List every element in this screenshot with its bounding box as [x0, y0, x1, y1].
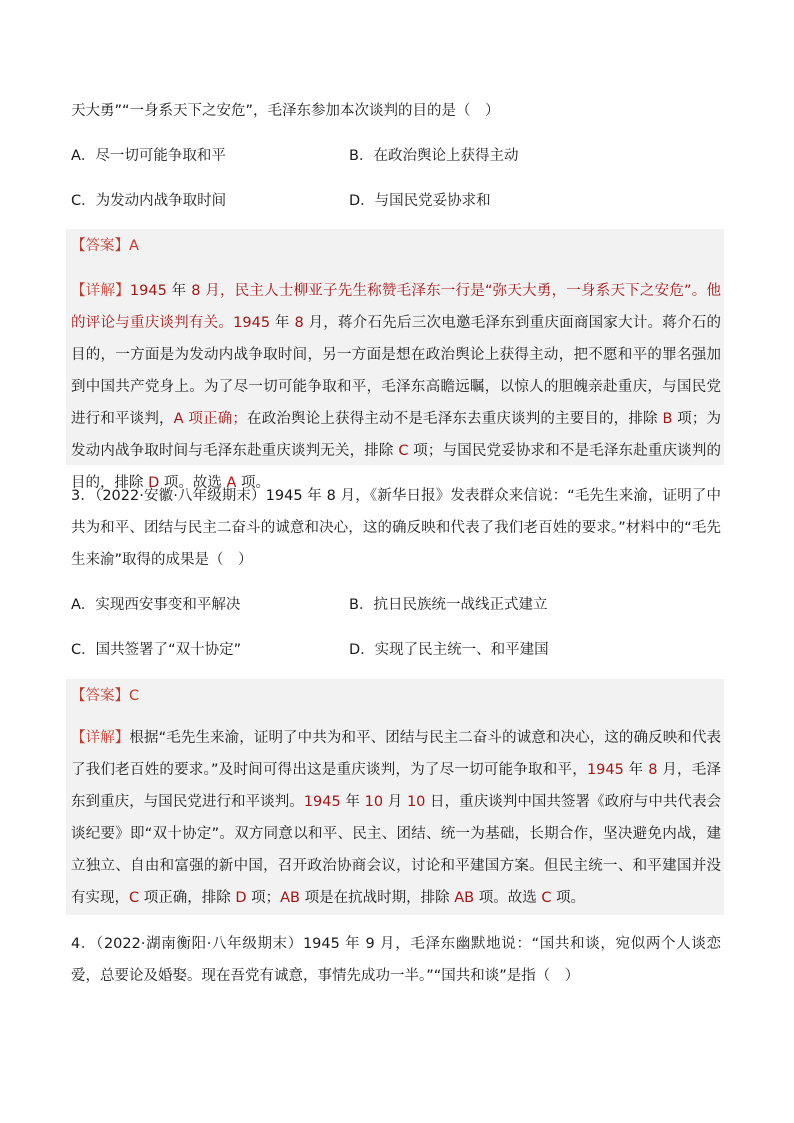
detail-run: 项。 — [236, 475, 271, 491]
q4-stem: 4．（2022·湖南衡阳·八年级期末）1945 年 9 月，毛泽东幽默地说：“国共和谈，宛似两个人谈恋爱，总要论及婚娶。现在吾党有诚意，事情先成功一半。”“国共和谈”是指（ ） — [71, 936, 721, 984]
detail-run: 项；与国民党妥协求和不是毛泽东赴重庆谈判的目的，排除 — [71, 443, 722, 491]
detail-run: C — [398, 443, 409, 459]
detail-run: 年 — [166, 283, 192, 299]
detail-run: 项是在抗战时期，排除 — [300, 890, 455, 906]
detail-run: 1945 — [233, 315, 271, 331]
detail-run: 1945 — [586, 762, 624, 778]
detail-run: 月，毛泽东到重庆，与国民党进行和平谈判。 — [71, 762, 722, 810]
detail-run: 项。故选 — [474, 890, 542, 906]
q2-answer-line — [71, 236, 139, 256]
answer-tag: 【答案】 — [71, 238, 129, 254]
detail-run: 年 — [623, 762, 649, 778]
q2-option-d: D．与国民党妥协求和 — [349, 193, 491, 209]
answer-value: C — [129, 688, 140, 704]
q3-stem: 3．（2022·安徽·八年级期末）1945 年 8 月，《新华日报》发表群众来信说：“毛先生来渝，证明了中共为和平、团结与民主二奋斗的诚意和决心，这的确反映和代表了我们老百姓的要求。”材料中的“毛先生来渝”取得的成果是（ ） — [71, 488, 721, 568]
q2-detail — [71, 275, 721, 499]
detail-run: 8 — [191, 283, 201, 299]
q2-stem-tail: 天大勇”“一身系天下之安危”，毛泽东参加本次谈判的目的是（ ） — [71, 103, 500, 119]
detail-run: C — [541, 890, 552, 906]
detail-run: 1945 — [303, 794, 341, 810]
detail-run: 10 — [364, 794, 384, 810]
q3-option-b: B．抗日民族统一战线正式建立 — [349, 597, 548, 613]
detail-run: C — [129, 890, 140, 906]
answer-tag: 【答案】 — [71, 688, 129, 704]
detail-run: 月，民主人士柳亚子先生称赞毛泽东一行是“弥天大勇，一身系天下之安危”。他的评论与重庆谈判有关。 — [71, 283, 722, 331]
detail-run: 项。 — [551, 890, 586, 906]
q3-option-d: D．实现了民主统一、和平建国 — [349, 642, 549, 658]
detail-run: 8 — [648, 762, 658, 778]
detail-run: 8 — [294, 315, 304, 331]
q2-detail-text — [71, 283, 721, 491]
detail-run: 项正确，排除 — [139, 890, 236, 906]
detail-run: D — [235, 890, 247, 906]
detail-run: 10 — [406, 794, 426, 810]
detail-run: 月 — [383, 794, 407, 810]
q3-option-a: A．实现西安事变和平解决 — [71, 597, 241, 613]
answer-value: A — [129, 238, 139, 254]
q3-detail-text — [71, 730, 721, 906]
q2-option-a: A．尽一切可能争取和平 — [71, 148, 226, 164]
detail-run: 项。故选 — [159, 475, 227, 491]
detail-run: 在政治舆论上获得主动不是毛泽东去重庆谈判的主要目的，排除 — [246, 411, 663, 427]
detail-run: 年 — [270, 315, 295, 331]
detail-tag: 【详解】 — [71, 730, 130, 746]
detail-run: B — [662, 411, 673, 427]
detail-run: 年 — [340, 794, 365, 810]
q2-option-c: C．为发动内战争取时间 — [71, 193, 227, 209]
detail-run: AB — [454, 890, 475, 906]
q3-answer-line — [71, 686, 139, 706]
detail-tag: 【详解】 — [71, 283, 130, 299]
detail-run: D — [148, 475, 160, 491]
detail-run: A 项正确； — [173, 411, 247, 427]
detail-run: AB — [280, 890, 300, 906]
q3-option-c: C．国共签署了“双十协定” — [71, 642, 242, 658]
detail-run: A — [226, 475, 237, 491]
detail-run: 日，重庆谈判中国共签署《政府与中共代表会谈纪要》即“双十协定”。双方同意以和平、民主、团结、统一为基础，长期合作，坚决避免内战，建立独立、自由和富强的新中国，召开政治协商会议，讨论和平建国方案。但民主统一、和平建国并没有实现， — [71, 794, 722, 906]
detail-run: 根据“毛先生来渝，证明了中共为和平、团结与民主二奋斗的诚意和决心，这的确反映和代表了我们老百姓的要求。”及时间可得出这是重庆谈判，为了尽一切可能争取和平， — [71, 730, 722, 778]
detail-run: 1945 — [129, 283, 167, 299]
q3-detail — [71, 722, 721, 914]
q2-option-b: B．在政治舆论上获得主动 — [349, 148, 519, 164]
detail-run: 月，蒋介石先后三次电邀毛泽东到重庆面商国家大计。蒋介石的目的，一方面是为发动内战争取时间，另一方面是想在政治舆论上获得主动，把不愿和平的罪名强加到中国共产党身上。为了尽一切可能争取和平，毛泽东高瞻远瞩，以惊人的胆魄亲赴重庆，与国民党进行和平谈判， — [71, 315, 722, 427]
detail-run: 项； — [246, 890, 281, 906]
detail-run: 项；为发动内战争取时间与毛泽东赴重庆谈判无关，排除 — [71, 411, 722, 459]
